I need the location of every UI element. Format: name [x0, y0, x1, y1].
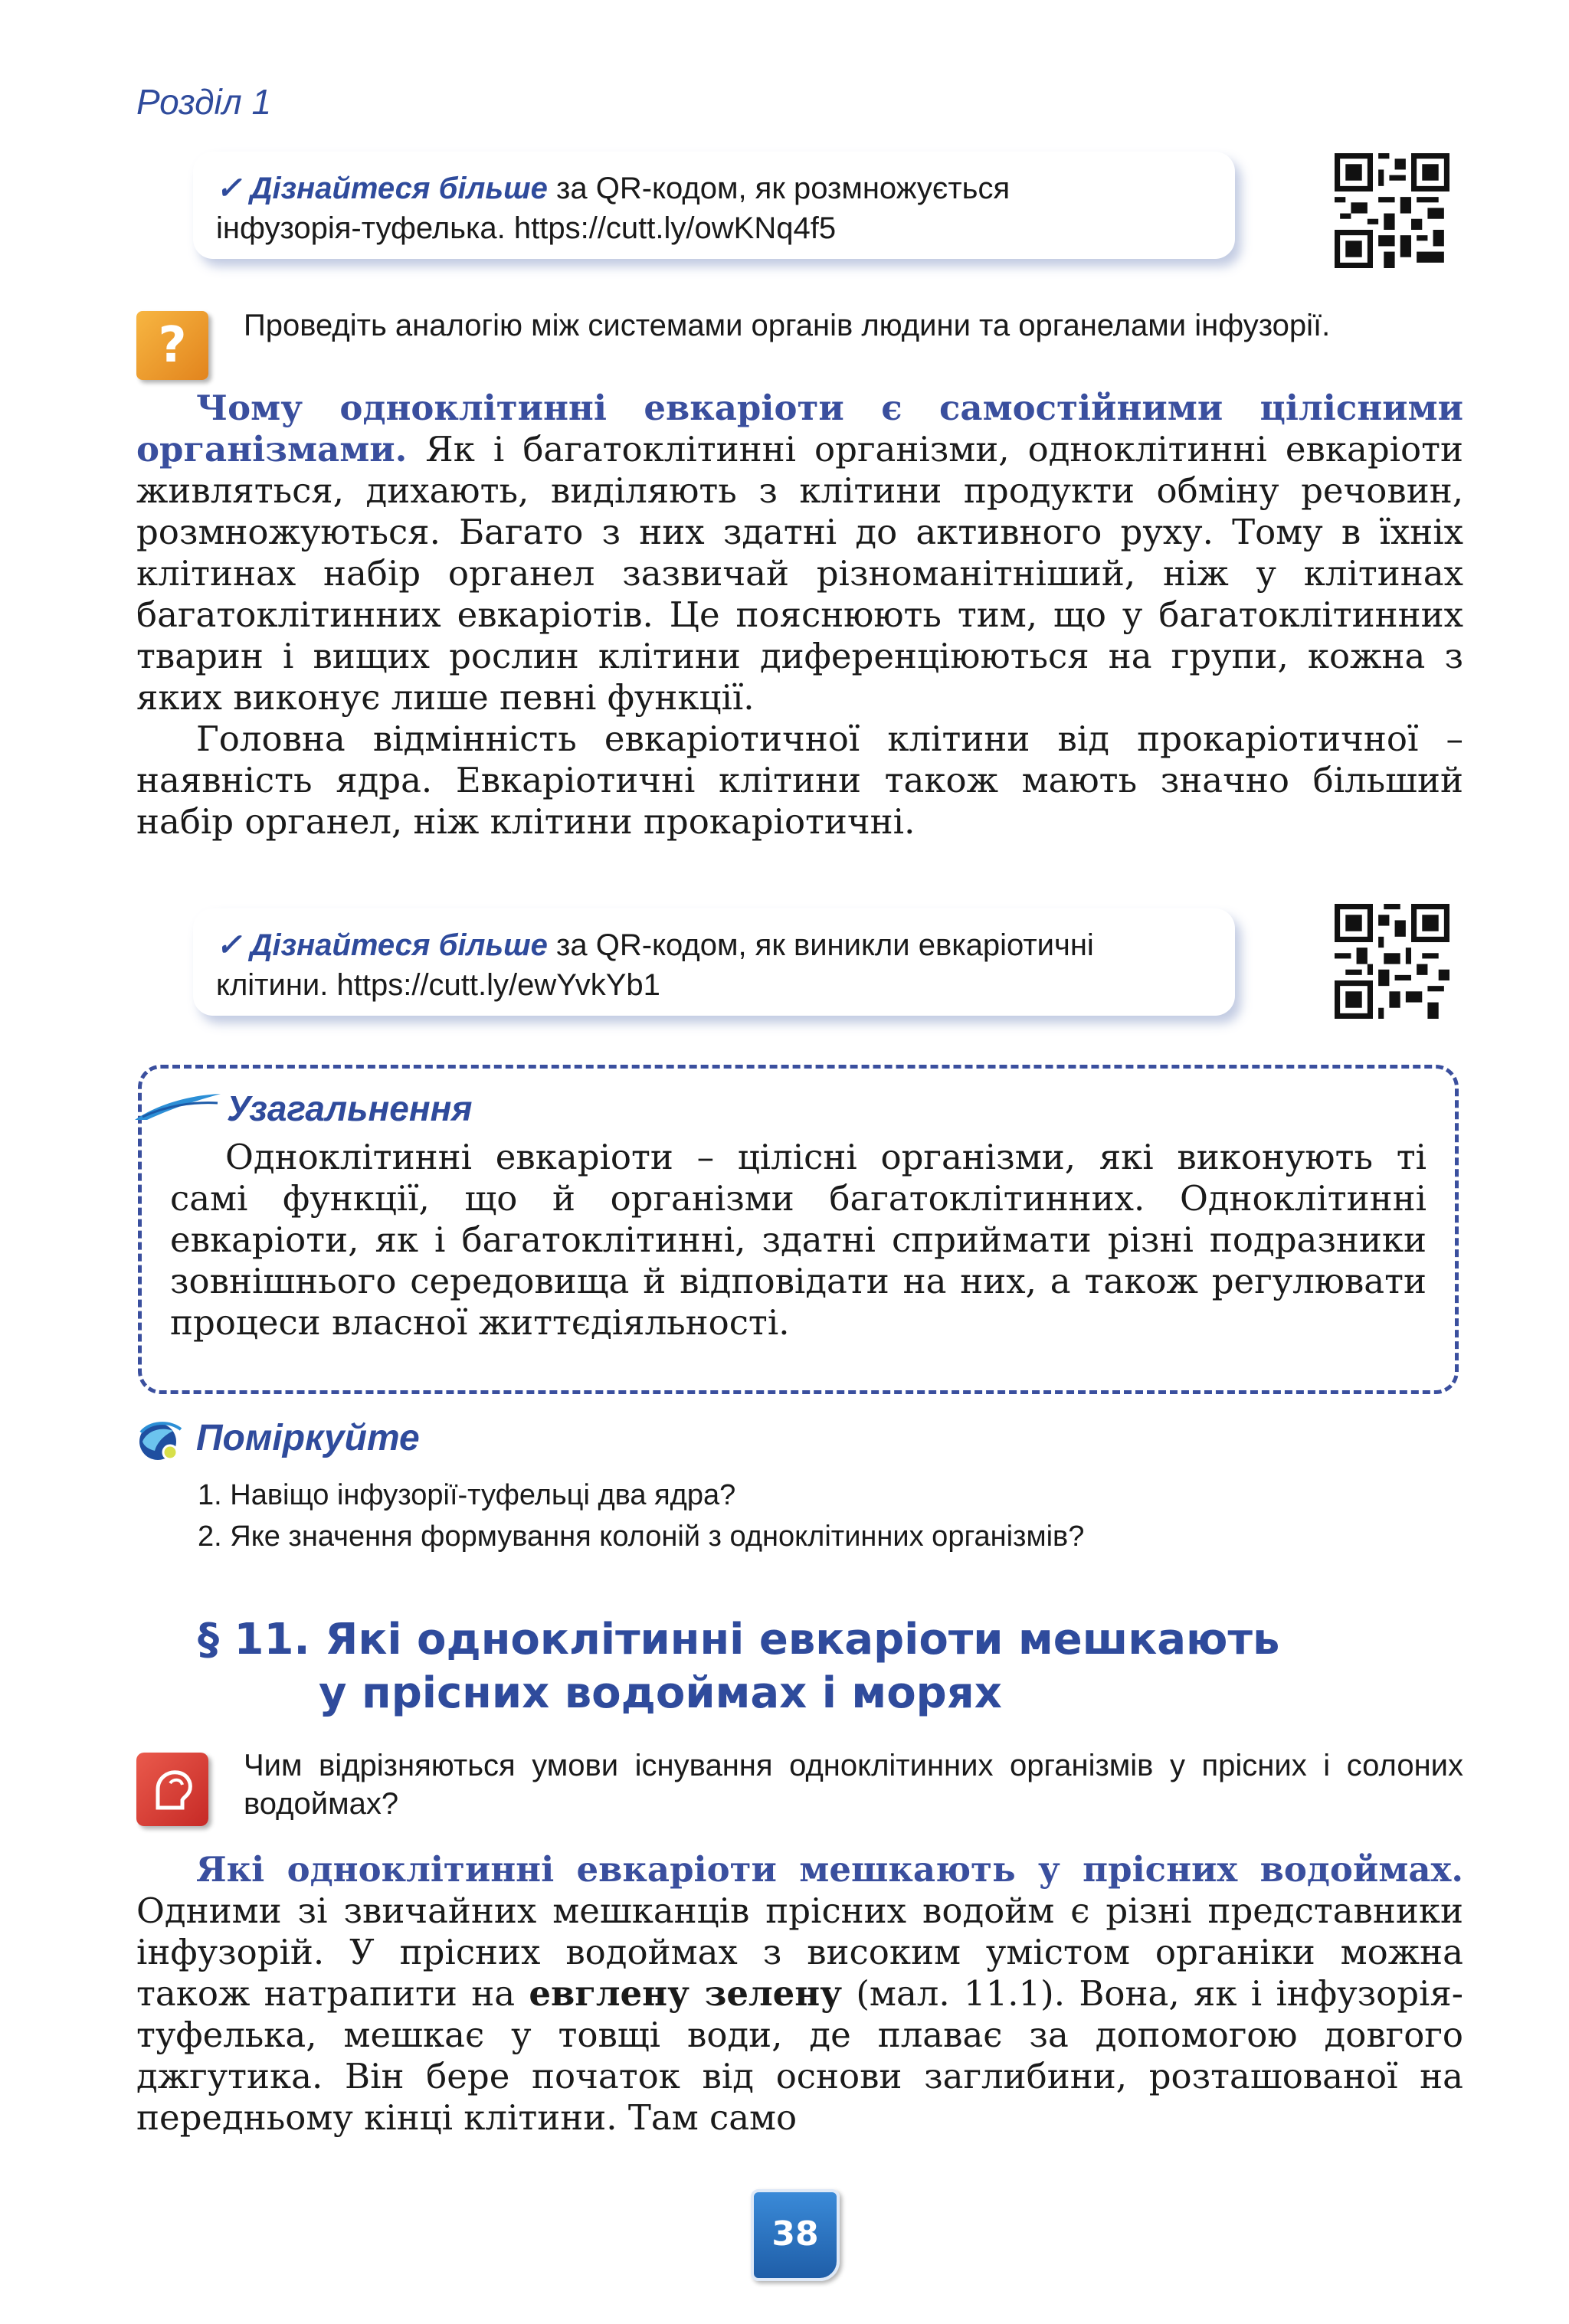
summary-paragraph: Одноклітинні евкаріоти – цілісні організми, які виконують ті самі функції, що й організми багатоклітинних. Одноклітинні евкаріоти, як і багатоклітинні, здатні сприймати різні подразники зовнішнього середовища й відповідати на них, а також регулювати процеси власної життєдіяльності. [170, 1137, 1427, 1343]
learn-more-lead: Дізнайтеся більше [250, 928, 548, 962]
paragraph-heading-line1: § 11. Які одноклітинні евкаріоти мешкають [198, 1615, 1280, 1664]
learn-more-text-line1: за QR-кодом, як виникли евкаріотичні [547, 928, 1094, 962]
qr-code-icon[interactable] [1335, 153, 1449, 268]
summary-title: Узагальнення [227, 1088, 473, 1128]
recall-icon [136, 1753, 208, 1826]
learn-more-lead: Дізнайтеся більше [250, 172, 548, 205]
learn-more-text-line2[interactable]: інфузорія-туфелька. https://cutt.ly/owKNq4f5 [216, 211, 837, 245]
globe-icon [135, 1417, 185, 1466]
paragraph-heading-line2: у прісних водоймах і морях [319, 1668, 1002, 1718]
qr-code-icon[interactable] [1335, 904, 1449, 1019]
section-b-lead: Які одноклітинні евкаріоти мешкають у прісних водоймах. [196, 1849, 1463, 1890]
section-b-text-part2: (мал. 11.1). Вона, як і інфузорія-туфелька, мешкає у товщі води, де плаває за допомогою довгого джгутика. Він бере початок від основи заглибини, розташованої на передньому кінці клітини. Там само [136, 1973, 1464, 2138]
think-item-2: 2. Яке значення формування колоній з одноклітинних організмів? [198, 1520, 1085, 1553]
feather-icon [132, 1086, 224, 1124]
section-b-term: евглену зелену [529, 1973, 843, 2014]
question-icon: ? [136, 311, 208, 380]
question-prompt-text: Проведіть аналогію між системами органів людини та органелами інфузорії. [244, 309, 1331, 342]
learn-more-box-1 [193, 152, 1235, 259]
section-b-body [136, 1849, 1463, 2139]
section-b-text-part1: Одними зі звичайних мешканців прісних водойм є різні представники інфузорій. У прісних водоймах з високим умістом органіки можна також натрапити на [136, 1890, 1463, 2014]
section-a-paragraph-2: Головна відмінність евкаріотичної клітини від прокаріотичної – наявність ядра. Евкаріотичні клітини також мають значно більший набір органел, ніж клітини прокаріотичні. [136, 718, 1463, 842]
section-a-body [136, 388, 1463, 843]
section-a-p1-text: Як і багатоклітинні організми, одноклітинні евкаріоти живляться, дихають, виділяють з клітини продукти обміну речовин, розмножуються. Багато з них здатні до активного руху. Тому в їхніх клітинах набір органел зазвичай різноманітніший, ніж у клітинах багатоклітинних евкаріотів. Це пояснюють тим, що у багатоклітинних тварин і вищих рослин клітини диференціюються на групи, кожна з яких виконує лише певні функції. [136, 429, 1463, 718]
page-number-badge: 38 [751, 2189, 840, 2281]
think-title: Поміркуйте [196, 1418, 420, 1458]
learn-more-text-line1: за QR-кодом, як розмножується [547, 172, 1011, 205]
paragraph-heading [198, 1613, 1385, 1720]
learn-more-text-line2[interactable]: клітини. https://cutt.ly/ewYvkYb1 [216, 968, 660, 1002]
section-label: Розділ 1 [136, 82, 272, 122]
section-a-paragraph-1 [136, 388, 1463, 718]
recall-prompt-text: Чим відрізняються умови існування одноклітинних організмів у прісних і солоних водоймах? [244, 1749, 1463, 1821]
checkmark-icon: ✓ [216, 172, 242, 205]
summary-text [170, 1137, 1427, 1344]
section-b-paragraph [136, 1849, 1463, 2139]
think-item-1: 1. Навіщо інфузорії-туфельці два ядра? [198, 1479, 736, 1511]
learn-more-box-2 [193, 908, 1235, 1016]
checkmark-icon: ✓ [216, 928, 242, 962]
section-a-lead: Чому одноклітинні евкаріоти є самостійними цілісними організмами. [136, 388, 1463, 470]
